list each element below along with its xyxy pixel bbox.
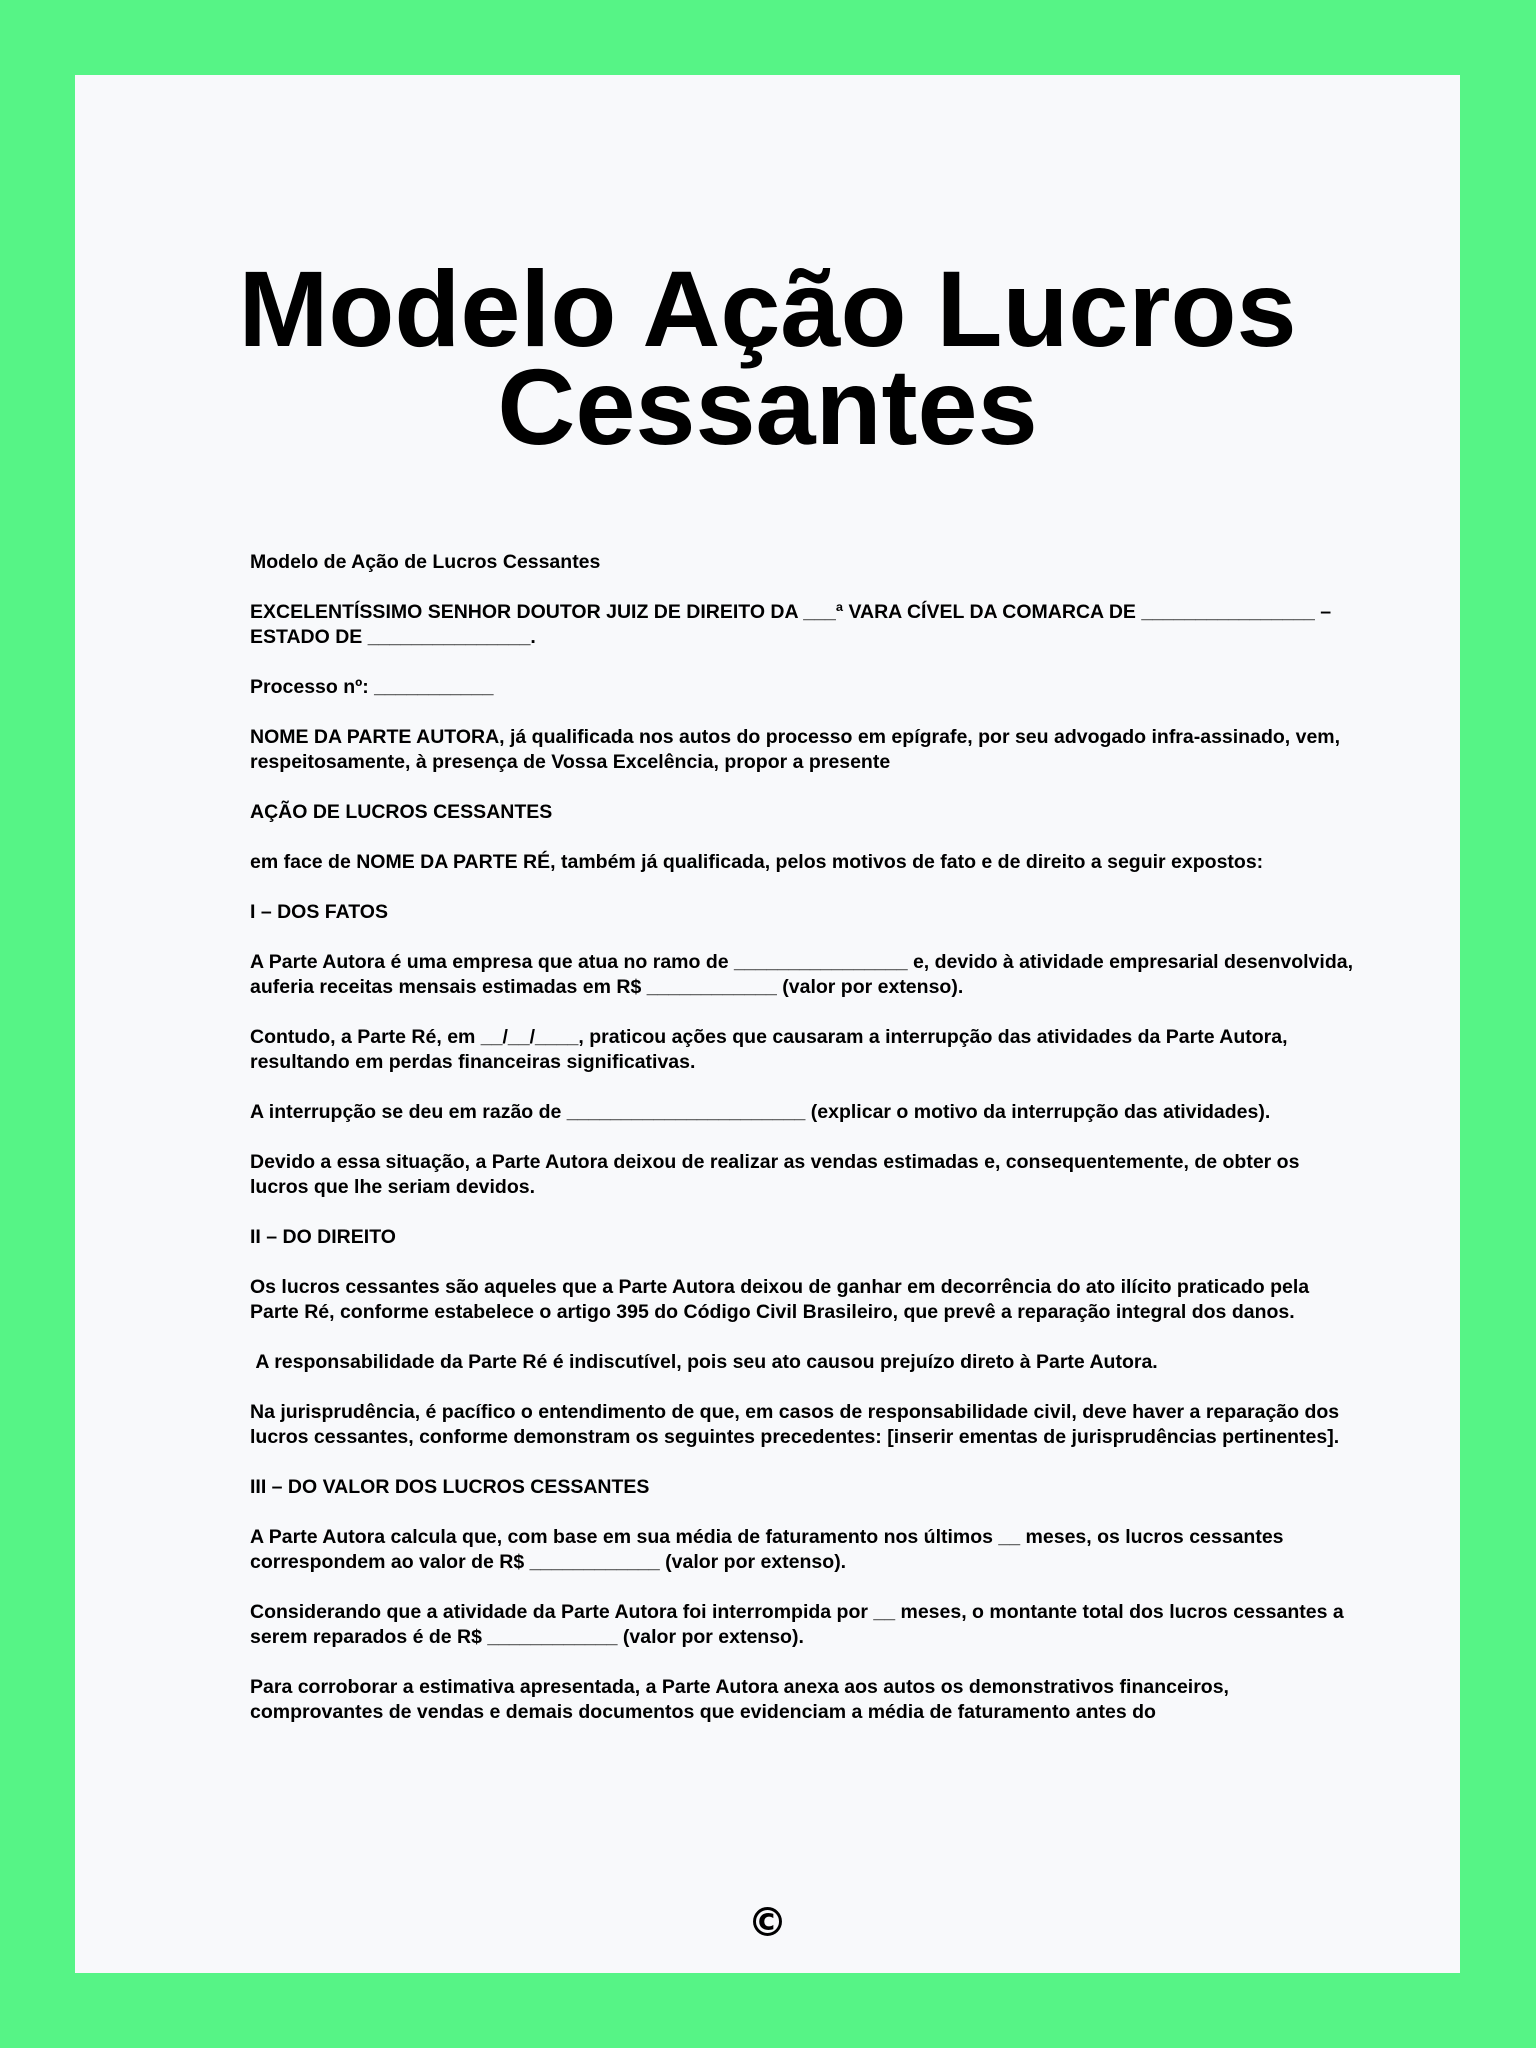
paragraph-value-1: A Parte Autora calcula que, com base em sua média de faturamento nos últimos __ meses, os lucros cessantes correspondem ao valor de R$ ____________ (valor por extenso). (250, 1526, 1289, 1573)
paragraph-action-heading: AÇÃO DE LUCROS CESSANTES (250, 801, 553, 823)
title-line-1: Modelo Ação Lucros (238, 248, 1297, 369)
paragraph-fact-3: A interrupção se deu em razão de ______________________ (explicar o motivo da interrupção das atividades). (250, 1101, 1271, 1123)
paragraph-addressee: EXCELENTÍSSIMO SENHOR DOUTOR JUIZ DE DIREITO DA ___ª VARA CÍVEL DA COMARCA DE ________________ – ESTADO DE _______________. (250, 601, 1337, 648)
document-page (75, 75, 1460, 1973)
paragraph-fact-2: Contudo, a Parte Ré, em __/__/____, praticou ações que causaram a interrupção das atividades da Parte Autora, resultando em perdas financeiras significativas. (250, 1026, 1293, 1073)
document-title (75, 248, 1460, 467)
paragraph-process-number: Processo nº: ___________ (250, 676, 494, 698)
section-heading-value: III – DO VALOR DOS LUCROS CESSANTES (250, 1476, 650, 1498)
paragraph-law-1: Os lucros cessantes são aqueles que a Parte Autora deixou de ganhar em decorrência do ato ilícito praticado pela Parte Ré, conforme estabelece o artigo 395 do Código Civil Brasileiro, que prevê a reparação integral dos danos. (250, 1276, 1315, 1323)
paragraph-fact-4: Devido a essa situação, a Parte Autora deixou de realizar as vendas estimadas e, consequentemente, de obter os lucros que lhe seriam devidos. (250, 1151, 1305, 1198)
title-line-2: Cessantes (497, 346, 1038, 467)
paragraph-value-2: Considerando que a atividade da Parte Autora foi interrompida por __ meses, o montante total dos lucros cessantes a serem reparados é de R$ ____________ (valor por extenso). (250, 1601, 1350, 1648)
paragraph-defendant: em face de NOME DA PARTE RÉ, também já qualificada, pelos motivos de fato e de direito a seguir expostos: (250, 851, 1264, 873)
copyright-icon: © (747, 1900, 788, 1946)
section-heading-facts: I – DOS FATOS (250, 901, 388, 923)
paragraph-introduction: NOME DA PARTE AUTORA, já qualificada nos autos do processo em epígrafe, por seu advogado infra-assinado, vem, respeitosamente, à presença de Vossa Excelência, propor a presente (250, 726, 1346, 773)
document-body (250, 550, 1360, 1750)
section-heading-law: II – DO DIREITO (250, 1226, 396, 1248)
paragraph-law-2: A responsabilidade da Parte Ré é indiscutível, pois seu ato causou prejuízo direto à Parte Autora. (250, 1351, 1158, 1373)
paragraph-value-3: Para corroborar a estimativa apresentada, a Parte Autora anexa aos autos os demonstrativos financeiros, comprovantes de vendas e demais documentos que evidenciam a média de faturamento antes do (250, 1676, 1235, 1723)
paragraph-subtitle: Modelo de Ação de Lucros Cessantes (250, 551, 601, 573)
paragraph-law-3: Na jurisprudência, é pacífico o entendimento de que, em casos de responsabilidade civil, deve haver a reparação dos lucros cessantes, conforme demonstram os seguintes precedentes: [inserir ementas de jurisprudências pertinentes]. (250, 1401, 1345, 1448)
paragraph-fact-1: A Parte Autora é uma empresa que atua no ramo de ________________ e, devido à atividade empresarial desenvolvida, auferia receitas mensais estimadas em R$ ____________ (valor por extenso). (250, 951, 1359, 998)
